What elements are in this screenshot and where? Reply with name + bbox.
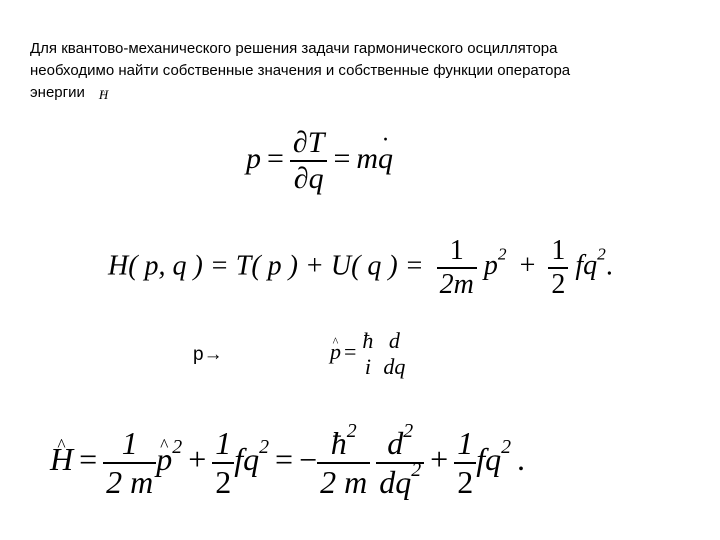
eq4-fraction-hbar: $\frac{ħ^2}{2 m}$: [317, 425, 370, 501]
eq1-rhs: m˙ q: [356, 142, 393, 175]
eq1-lhs: p: [246, 141, 261, 175]
eq4-h-hat: ^ H: [50, 441, 73, 478]
eq3-p-hat: ^ p: [330, 339, 341, 365]
eq4-hbar-num: $ħ^2$: [317, 425, 370, 464]
eq4-term-fq: $fq^2$: [234, 436, 270, 478]
intro-line-2: необходимо найти собственные значения и собственные функции оператора: [30, 62, 571, 79]
eq4-minus: −: [299, 441, 318, 478]
eq4-fraction-derivative: $\frac{d^2}{dq^2}$: [376, 425, 424, 501]
eq4-fraction-2: $\frac{1}{2}$: [212, 425, 234, 501]
eq2-term-p: $p^2$: [483, 244, 507, 282]
momentum-operator-equation: ^ p = ħ i d dq: [330, 328, 408, 380]
intro-paragraph: [30, 38, 700, 104]
eq2-fraction-1: $\frac{1}{2m}$: [437, 235, 477, 301]
eq4-fraction-1: $\frac{1}{2 m}$: [103, 425, 156, 501]
eq4-period: .: [517, 441, 526, 478]
eq1-numerator: ∂T: [290, 126, 328, 162]
eq2-lhs: H( p, q ) = T( p ) + U( q ) =: [108, 250, 424, 282]
momentum-arrow-label: p→: [193, 344, 223, 365]
momentum-equation: p = $\frac{\partial T}{\partial q}$ = m˙ q: [246, 126, 393, 196]
hamiltonian-inline-symbol: ^ H: [99, 84, 108, 106]
eq3-fraction-2: d dq: [383, 328, 406, 379]
eq2-period: .: [605, 250, 613, 282]
quantum-hamiltonian-equation: ^ H = $\frac{1}{2 m}$ ^ $p^2$ + $\frac{1}{2}$ $fq^2$ = − $\frac{ħ^2}{2 m}$ $\frac{d^2}{dq^2}$ + $\frac{1}{2}$ $fq^2$ .: [50, 425, 525, 501]
eq1-fraction: [290, 126, 328, 196]
eq4-term-p: ^ $p^2$: [156, 441, 182, 477]
eq2-term-fq: $fq^2$: [575, 244, 606, 282]
eq4-term-fq-2: $fq^2$: [476, 436, 512, 478]
eq2-fraction-2: $\frac{1}{2}$: [548, 235, 568, 301]
intro-line-3: [30, 82, 700, 104]
classical-hamiltonian-equation: H( p, q ) = T( p ) + U( q ) = $\frac{1}{2m}$ $p^2$ + $\frac{1}{2}$ $fq^2$.: [108, 235, 613, 300]
eq1-denominator: ∂q: [293, 162, 324, 195]
intro-line-3-text: энергии: [30, 84, 85, 101]
intro-line-1: Для квантово-механического решения задачи гармонического осциллятора: [30, 40, 558, 57]
eq3-fraction-1: ħ i: [362, 328, 374, 379]
eq4-fraction-3: $\frac{1}{2}$: [454, 425, 476, 501]
